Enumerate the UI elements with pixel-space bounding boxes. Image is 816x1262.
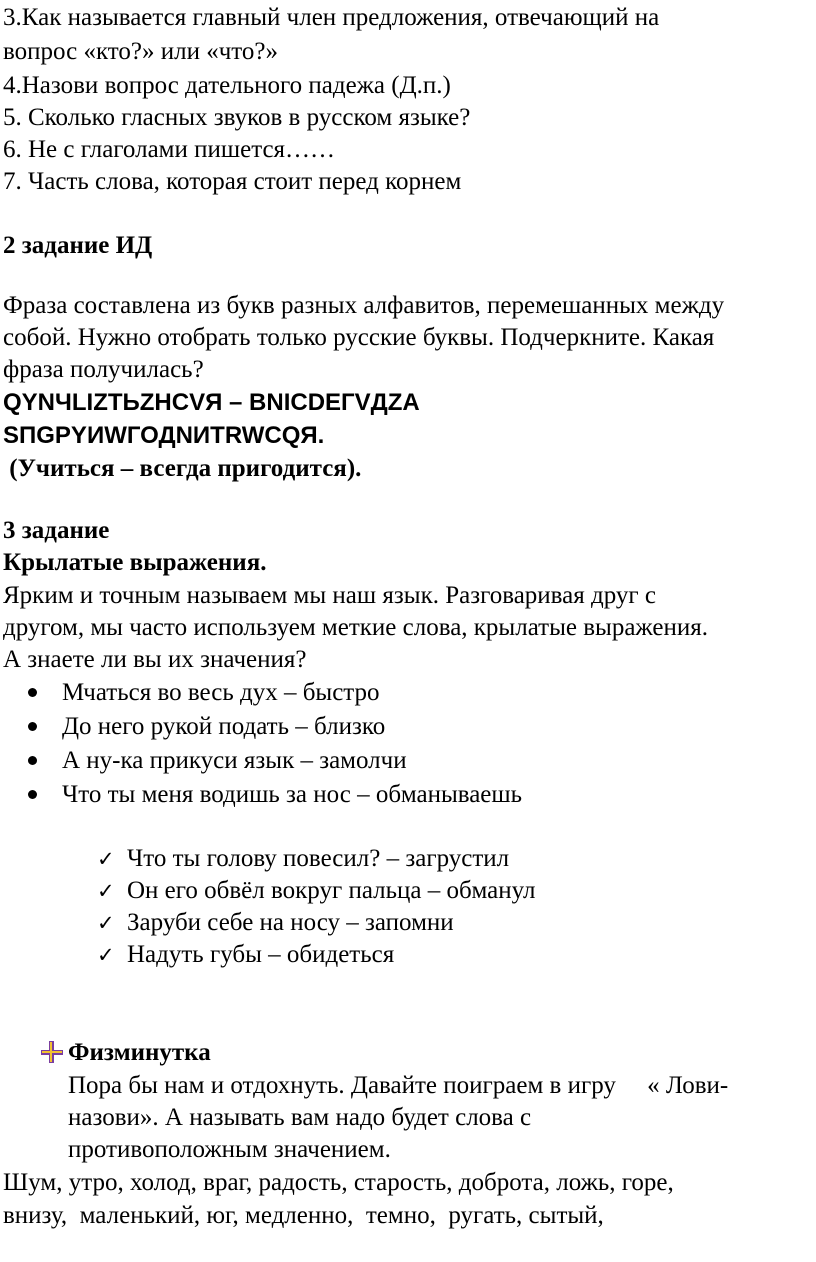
question-3-line-2: вопрос «кто?» или «что?» [3, 38, 278, 65]
fizminutka-text-line-3: противоположным значением. [68, 1136, 391, 1163]
bullet-icon [28, 688, 37, 697]
check-text: Что ты голову повесил? – загрустил [127, 845, 510, 872]
fizminutka-words-line-1: Шум, утро, холод, враг, радость, старость, доброта, ложь, горе, [3, 1169, 674, 1196]
task2-text-line-3: фраза получилась? [3, 356, 204, 383]
question-6: 6. Не с глаголами пишется…… [3, 136, 336, 163]
task2-heading: 2 задание ИД [3, 232, 153, 259]
question-3-line-1: 3.Как называется главный член предложения, отвечающий на [3, 4, 660, 31]
bullet-text: Мчаться во весь дух – быстро [62, 679, 380, 706]
task2-text-line-2: собой. Нужно отобрать только русские буквы. Подчеркните. Какая [3, 324, 715, 351]
check-text: Надуть губы – обидеться [127, 941, 395, 968]
bullet-icon [28, 756, 37, 765]
bullet-text: А ну-ка прикуси язык – замолчи [62, 747, 407, 774]
task2-code-line-2: SПGPYИWГОДNИTRWCQЯ. [3, 422, 325, 449]
task3-heading: 3 задание [3, 517, 110, 544]
fizminutka-text-line-2: назови». А называть вам надо будет слова с [68, 1104, 532, 1131]
question-5: 5. Сколько гласных звуков в русском языке? [3, 104, 471, 131]
bullet-text: До него рукой подать – близко [62, 713, 386, 740]
task3-text-line-1: Ярким и точным называем мы наш язык. Разговаривая друг с [3, 582, 656, 609]
check-text: Он его обвёл вокруг пальца – обманул [127, 877, 536, 904]
checkmark-icon: ✓ [97, 911, 115, 935]
task2-text-line-1: Фраза составлена из букв разных алфавитов, перемешанных между [3, 292, 725, 319]
checkmark-icon: ✓ [97, 943, 115, 967]
plus-cross-icon [40, 1040, 64, 1064]
checkmark-icon: ✓ [97, 847, 115, 871]
bullet-icon [28, 722, 37, 731]
task2-code-line-1: QYNЧLIZTЬZHCVЯ – BNICDEГVДZA [3, 389, 420, 416]
task3-subheading: Крылатые выражения. [3, 549, 267, 576]
task3-text-line-2: другом, мы часто используем меткие слова, крылатые выражения. [3, 614, 708, 641]
check-text: Заруби себе на носу – запомни [127, 909, 454, 936]
fizminutka-text-line-1: Пора бы нам и отдохнуть. Давайте поиграем в игру « Лови- [68, 1072, 729, 1099]
bullet-text: Что ты меня водишь за нос – обманываешь [62, 781, 523, 808]
fizminutka-heading: Физминутка [68, 1039, 211, 1066]
question-7: 7. Часть слова, которая стоит перед корнем [3, 168, 462, 195]
checkmark-icon: ✓ [97, 879, 115, 903]
bullet-icon [28, 790, 37, 799]
task2-answer: (Учиться – всегда пригодится). [3, 455, 362, 482]
fizminutka-words-line-2: внизу, маленький, юг, медленно, темно, ругать, сытый, [3, 1202, 604, 1229]
task3-text-line-3: А знаете ли вы их значения? [3, 646, 307, 673]
question-4: 4.Назови вопрос дательного падежа (Д.п.) [3, 72, 451, 99]
